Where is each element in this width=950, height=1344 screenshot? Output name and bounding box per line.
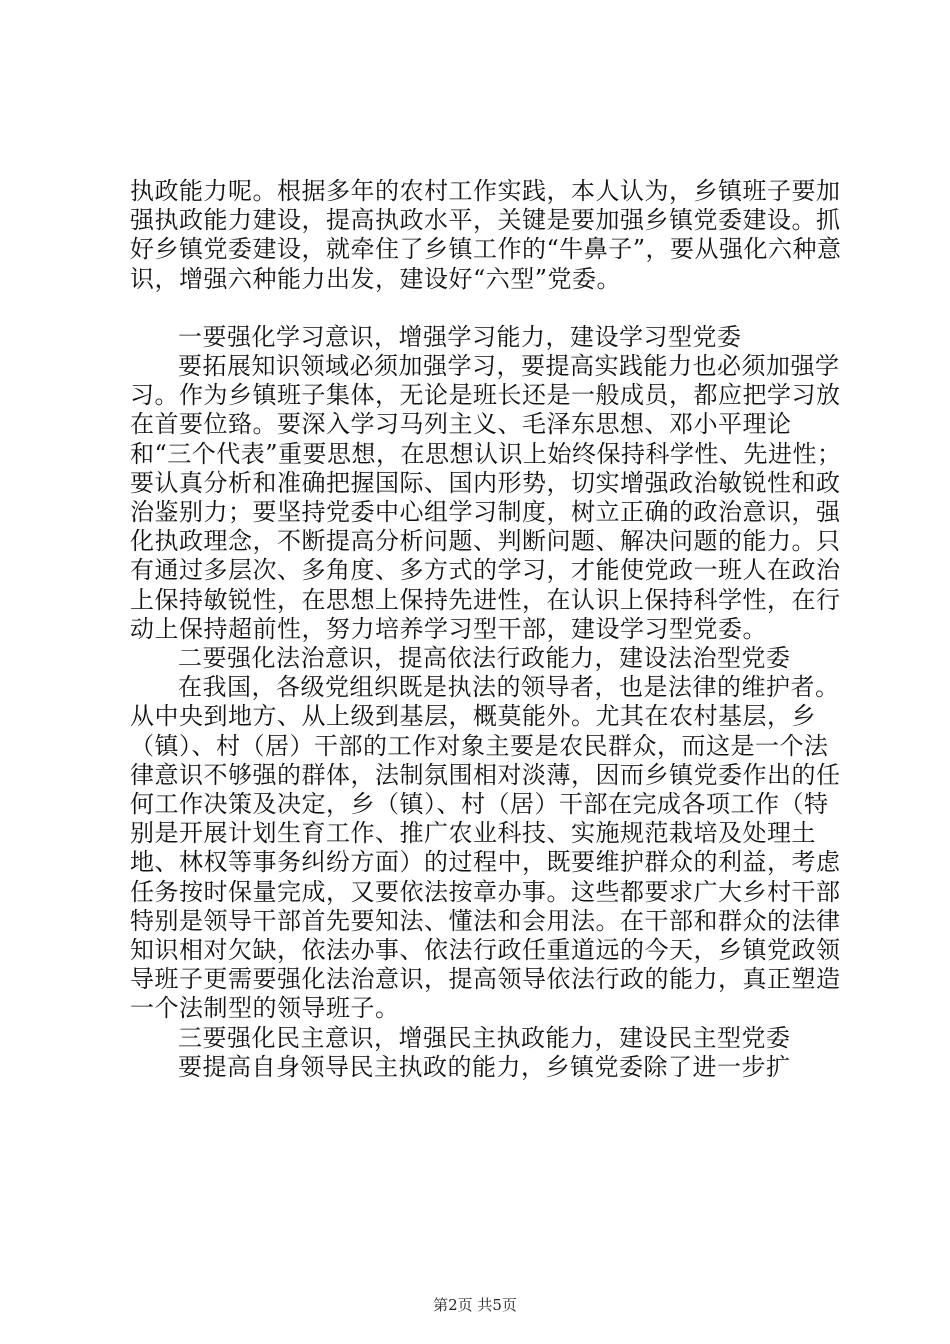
section-2-body: 在我国，各级党组织既是执法的领导者，也是法律的维护者。从中央到地方、从上级到基层，概莫能外。尤其在农村基层，乡（镇）、村（居）干部的工作对象主要是农民群众，而这是一个法律意识不够强的群体，法制氛围相对淡薄，因而乡镇党委作出的任何工作决策及决定，乡（镇）、村（居）干部在完成各项工作（特别是开展计划生育工作、推广农业科技、实施规范栽培及处理土地、林权等事务纠纷方面）的过程中，既要维护群众的利益，考虑任务按时保量完成，又要依法按章办事。这些都要求广大乡村干部特别是领导干部首先要知法、懂法和会用法。在干部和群众的法律知识相对欠缺，依法办事、依法行政任重道远的今天，乡镇党政领导班子更需要强化法治意识，提高领导依法行政的能力，真正塑造一个法制型的领导班子。: [130, 673, 841, 1023]
section-1-body: 要拓展知识领域必须加强学习，要提高实践能力也必须加强学习。作为乡镇班子集体，无论是班长还是一般成员，都应把学习放在首要位臵。要深入学习马列主义、毛泽东思想、邓小平理论和“三个代表”重要思想，在思想认识上始终保持科学性、先进性；要认真分析和准确把握国际、国内形势，切实增强政治敏锐性和政治鉴别力；要坚持党委中心组学习制度，树立正确的政治意识，强化执政理念，不断提高分析问题、判断问题、解决问题的能力。只有通过多层次、多角度、多方式的学习，才能使党政一班人在政治上保持敏锐性，在思想上保持先进性，在认识上保持科学性，在行动上保持超前性，努力培养学习型干部，建设学习型党委。: [130, 352, 842, 643]
section-1-heading: 一要强化学习意识，增强学习能力，建设学习型党委: [178, 322, 742, 351]
section-3-heading: 三要强化民主意识，增强民主执政能力，建设民主型党委: [178, 1023, 791, 1052]
intro-paragraph: 执政能力呢。根据多年的农村工作实践，本人认为，乡镇班子要加强执政能力建设，提高执政水平，关键是要加强乡镇党委建设。抓好乡镇党委建设，就牵住了乡镇工作的“牛鼻子”，要从强化六种意识，增强六种能力出发，建设好“六型”党委。: [130, 177, 842, 293]
page-number-footer: 第2页 共5页: [433, 1296, 517, 1314]
section-2-heading: 二要强化法治意识，提高依法行政能力，建设法治型党委: [178, 644, 791, 673]
document-body: [130, 177, 850, 1082]
section-3-body: 要提高自身领导民主执政的能力，乡镇党委除了进一步扩: [178, 1052, 791, 1081]
